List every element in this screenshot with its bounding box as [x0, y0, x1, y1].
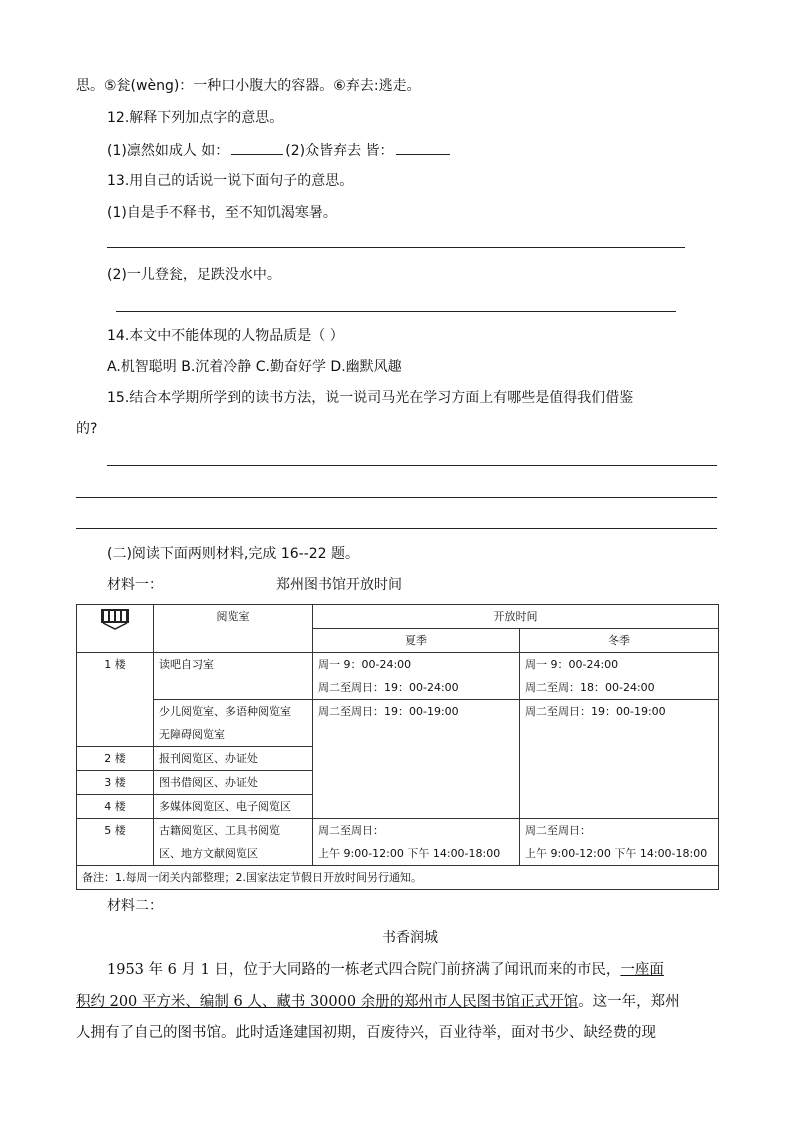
article-line1: 1953 年 6 月 1 日，位于大同路的一栋老式四合院门前挤满了闻讯而来的市民，一座面	[107, 962, 664, 978]
q12-item1: (1)凛然如成人 如：	[107, 143, 230, 159]
winter-f5: 周二至周日： 上午 9:00-12:00 下午 14:00-18:00	[520, 819, 719, 866]
q15-answer-line3[interactable]	[76, 528, 717, 529]
header-summer: 夏季	[313, 629, 520, 653]
q15-answer-line1[interactable]	[107, 465, 717, 466]
floor-1: 1 楼	[77, 653, 154, 747]
article-line2: 积约 200 平方米、编制 6 人、藏书 30000 余册的郑州市人民图书馆正式开馆。这一年，郑州	[76, 994, 680, 1010]
room-f5: 古籍阅览区、工具书阅览 区、地方文献阅览区	[154, 819, 313, 866]
summer-f1-a: 周一 9：00-24:00 周二至周日：19：00-24:00	[313, 653, 520, 700]
library-logo-cell	[77, 605, 154, 653]
q12-items	[107, 140, 452, 161]
q15-line2: 的?	[76, 421, 98, 437]
header-room: 阅览室	[154, 605, 313, 653]
floor-2: 2 楼	[77, 747, 154, 771]
winter-mid: 周二至周日：19：00-19:00	[520, 700, 719, 819]
q15-line1: 15.结合本学期所学到的读书方法，说一说司马光在学习方面上有哪些是值得我们借鉴	[107, 390, 634, 406]
q13-answer-line1[interactable]	[107, 247, 685, 248]
material2-label: 材料二：	[107, 898, 163, 914]
room-f2: 报刊阅览区、办证处	[154, 747, 313, 771]
article-title: 书香润城	[382, 930, 438, 946]
q15-answer-line2[interactable]	[76, 497, 717, 498]
floor-4: 4 楼	[77, 795, 154, 819]
room-f4: 多媒体阅览区、电子阅览区	[154, 795, 313, 819]
article-line3: 人拥有了自己的图书馆。此时适逢建国初期，百废待兴，百业待举，面对书少、缺经费的现	[76, 1025, 656, 1041]
header-winter: 冬季	[520, 629, 719, 653]
summer-mid: 周二至周日：19：00-19:00	[313, 700, 520, 819]
q13-item2: (2)一儿登瓮，足跌没水中。	[107, 267, 281, 283]
q12-blank1[interactable]	[231, 140, 283, 155]
library-logo-icon	[100, 608, 130, 630]
material1-label: 材料一：	[107, 577, 163, 593]
q13-title: 13.用自己的话说一说下面句子的意思。	[107, 173, 354, 189]
q12-item2: (2)众皆弃去 皆：	[285, 143, 394, 159]
q13-item1: (1)自是手不释书，至不知饥渴寒暑。	[107, 205, 337, 221]
notes-line: 思。⑤瓮(wèng)：一种口小腹大的容器。⑥弃去:逃走。	[76, 78, 421, 94]
winter-f1-a: 周一 9：00-24:00 周二至周：18：00-24:00	[520, 653, 719, 700]
section2-heading: (二)阅读下面两则材料,完成 16--22 题。	[107, 546, 360, 562]
summer-f5: 周二至周日： 上午 9:00-12:00 下午 14:00-18:00	[313, 819, 520, 866]
q14-title: 14.本文中不能体现的人物品质是（ ）	[107, 328, 344, 344]
room-f1-b: 少儿阅览室、多语种阅览室 无障碍阅览室	[154, 700, 313, 747]
library-hours-table	[76, 604, 719, 890]
header-open-time: 开放时间	[313, 605, 719, 629]
table-note: 备注：1.每周一闭关内部整理；2.国家法定节假日开放时间另行通知。	[77, 866, 719, 890]
room-f1-a: 读吧自习室	[154, 653, 313, 700]
floor-3: 3 楼	[77, 771, 154, 795]
q12-title: 12.解释下列加点字的意思。	[107, 110, 284, 126]
q14-options: A.机智聪明 B.沉着冷静 C.勤奋好学 D.幽默风趣	[107, 359, 402, 375]
floor-5: 5 楼	[77, 819, 154, 866]
q12-blank2[interactable]	[396, 140, 450, 155]
material1-title: 郑州图书馆开放时间	[276, 577, 402, 593]
room-f3: 图书借阅区、办证处	[154, 771, 313, 795]
q13-answer-line2[interactable]	[116, 311, 676, 312]
